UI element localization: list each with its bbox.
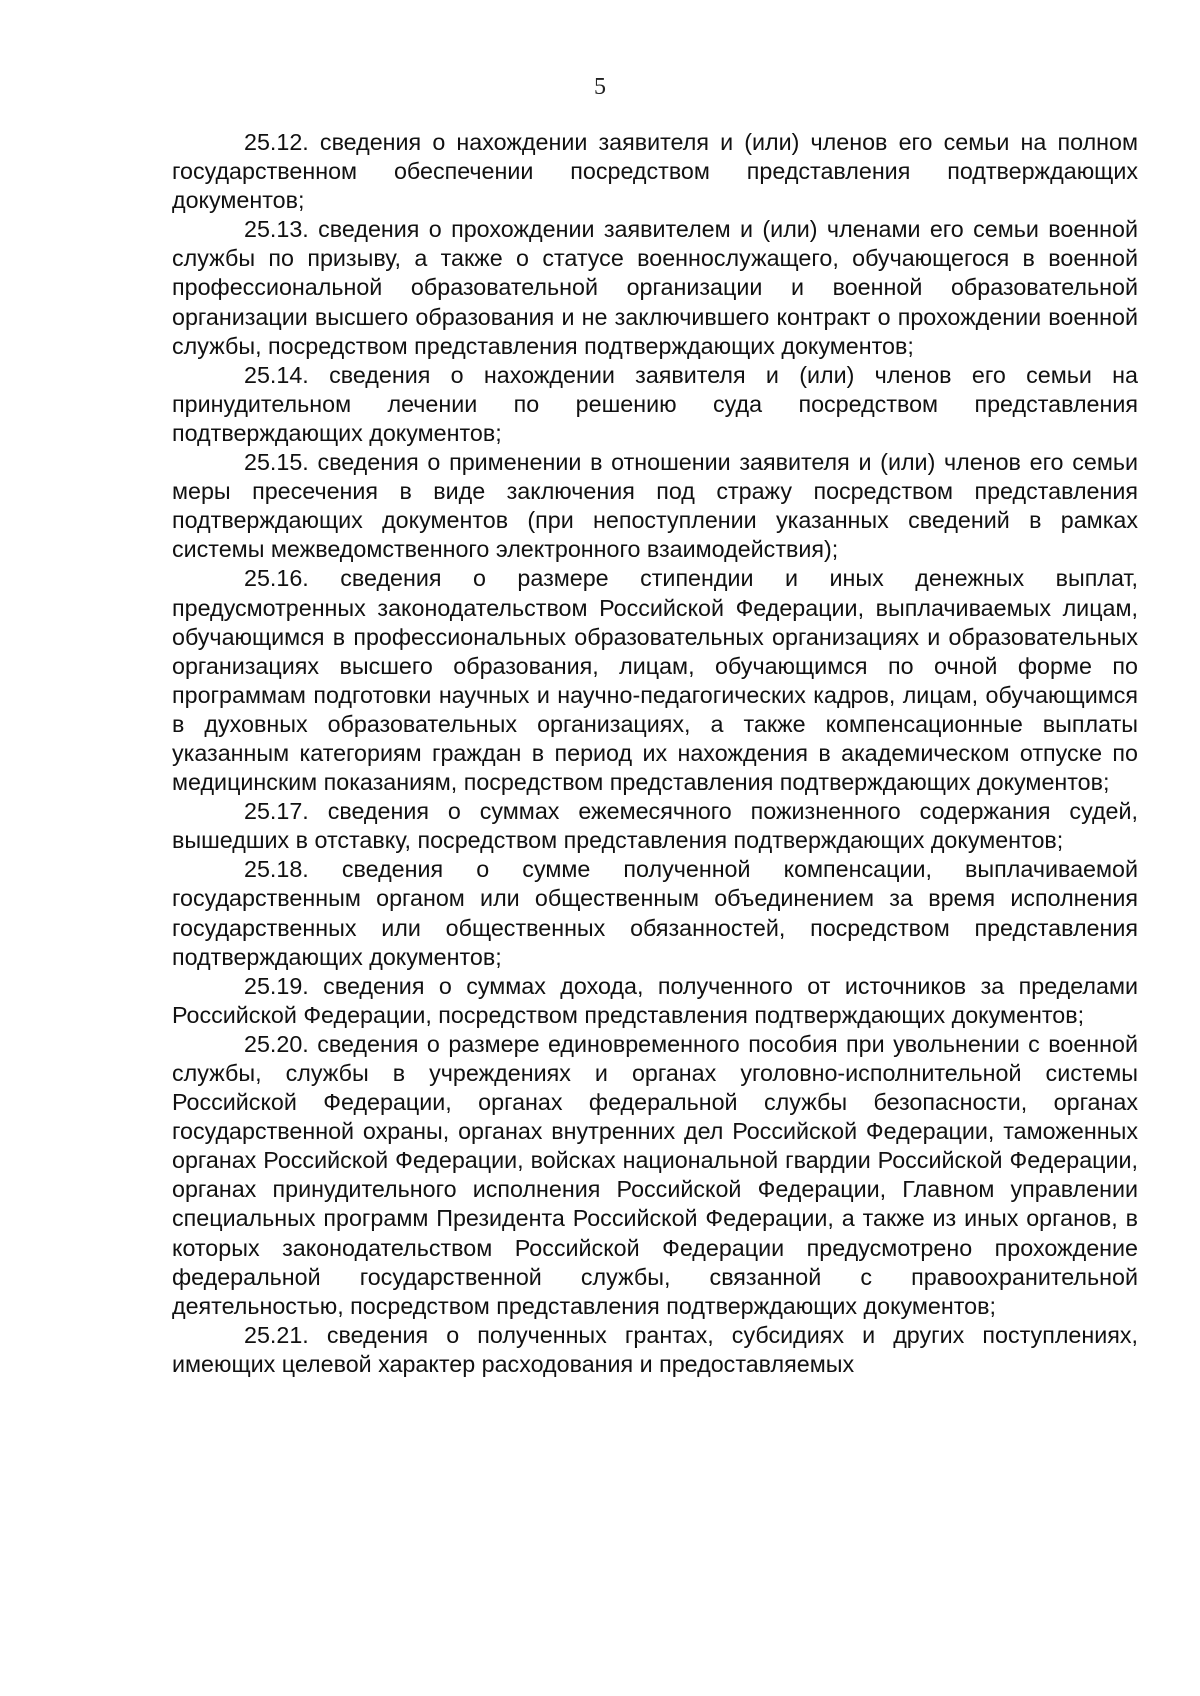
paragraph-25-18: 25.18. сведения о сумме полученной компенсации, выплачиваемой государственным органом или общественным объединением за время исполнения государственных или общественных обязанностей, посредством представления подтверждающих документов;: [172, 856, 1138, 970]
paragraph-25-16: 25.16. сведения о размере стипендии и иных денежных выплат, предусмотренных законодательством Российской Федерации, выплачиваемых лицам, обучающимся в профессиональных образовательных организациях и образовательных организациях высшего образования, лицам, обучающимся по очной форме по программам подготовки научных и научно-педагогических кадров, лицам, обучающимся в духовных образовательных организациях, а также компенсационные выплаты указанным категориям граждан в период их нахождения в академическом отпуске по медицинским показаниям, посредством представления подтверждающих документов;: [172, 565, 1138, 796]
paragraph-25-19: 25.19. сведения о суммах дохода, полученного от источников за пределами Российской Федерации, посредством представления подтверждающих документов;: [172, 972, 1138, 1028]
paragraph-25-13: 25.13. сведения о прохождении заявителем и (или) членами его семьи военной службы по призыву, а также о статусе военнослужащего, обучающегося в военной профессиональной образовательной организации и военной образовательной организации высшего образования и не заключившего контракт о прохождении военной службы, посредством представления подтверждающих документов;: [172, 216, 1138, 359]
page-number: 5: [594, 74, 606, 100]
paragraph-25-21: 25.21. сведения о полученных грантах, субсидиях и других поступлениях, имеющих целевой характер расходования и предоставляемых: [172, 1321, 1138, 1377]
paragraph-25-14: 25.14. сведения о нахождении заявителя и (или) членов его семьи на принудительном лечении по решению суда посредством представления подтверждающих документов;: [172, 361, 1138, 446]
paragraph-25-20: 25.20. сведения о размере единовременного пособия при увольнении с военной службы, службы в учреждениях и органах уголовно-исполнительной системы Российской Федерации, органах федеральной службы безопасности, органах государственной охраны, органах внутренних дел Российской Федерации, таможенных органах Российской Федерации, войсках национальной гвардии Российской Федерации, органах принудительного исполнения Российской Федерации, Главном управлении специальных программ Президента Российской Федерации, а также из иных органов, в которых законодательством Российской Федерации предусмотрено прохождение федеральной государственной службы, связанной с правоохранительной деятельностью, посредством представления подтверждающих документов;: [172, 1030, 1138, 1319]
document-body: [172, 128, 1138, 1379]
paragraph-25-17: 25.17. сведения о суммах ежемесячного пожизненного содержания судей, вышедших в отставку, посредством представления подтверждающих документов;: [172, 798, 1138, 854]
paragraph-25-12: 25.12. сведения о нахождении заявителя и (или) членов его семьи на полном государственном обеспечении посредством представления подтверждающих документов;: [172, 129, 1138, 214]
paragraph-25-15: 25.15. сведения о применении в отношении заявителя и (или) членов его семьи меры пресечения в виде заключения под стражу посредством представления подтверждающих документов (при непоступлении указанных сведений в рамках системы межведомственного электронного взаимодействия);: [172, 449, 1138, 563]
